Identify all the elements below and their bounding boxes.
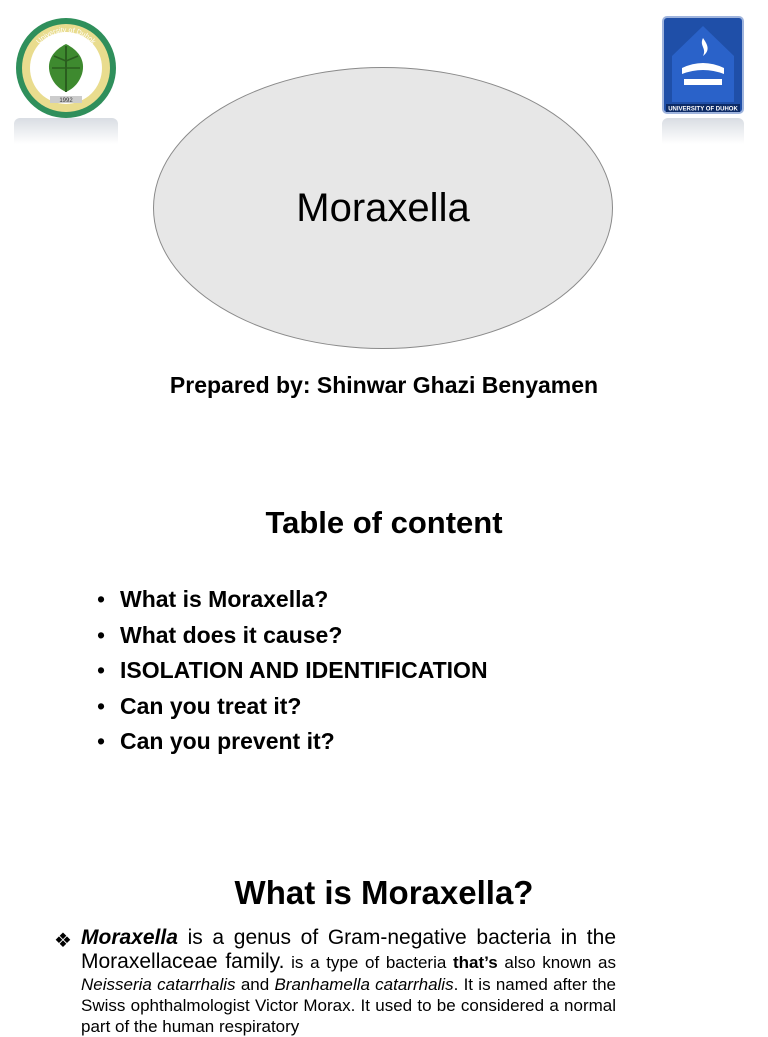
intro-paragraph <box>54 926 616 1037</box>
intro-sentence: is a genus of Gram-negative bacteria in the Moraxellaceae family. <box>81 926 616 973</box>
toc-item-label: ISOLATION AND IDENTIFICATION <box>120 657 488 683</box>
page-title: Moraxella <box>296 185 470 230</box>
genus-name: Moraxella <box>81 926 178 949</box>
bullet-icon: • <box>97 621 106 648</box>
toc-item-label: Can you treat it? <box>120 692 302 719</box>
toc-item-label: Can you prevent it? <box>120 728 335 754</box>
intro-text-bold: that’s <box>452 953 498 972</box>
title-ellipse <box>153 67 613 349</box>
section-heading: What is Moraxella? <box>234 874 534 911</box>
bullet-icon: • <box>97 728 106 754</box>
toc-item <box>97 584 488 620</box>
intro-text-part: . It is named after the Swiss ophthalmologist Victor Morax. It used to be considered a normal part of the human respiratory <box>81 975 617 1036</box>
seal-caption: University of Duhok <box>35 26 97 46</box>
university-logo-right <box>662 16 744 144</box>
intro-text-part: is a type of bacteria <box>284 953 453 972</box>
bullet-icon: • <box>97 657 106 683</box>
toc-heading: Table of content <box>265 505 503 540</box>
university-logo-left <box>14 16 118 144</box>
logo-reflection <box>662 118 744 144</box>
toc-list <box>97 584 488 762</box>
intro-text-part: and <box>235 975 275 994</box>
intro-text-part: also known as <box>497 953 616 972</box>
species-name: Branhamella catarrhalis <box>274 975 454 994</box>
university-of-duhok-round-seal-icon <box>14 16 118 120</box>
bullet-icon: • <box>97 692 106 719</box>
intro-text <box>81 926 616 1037</box>
prepared-by: Prepared by: Shinwar Ghazi Benyamen <box>169 372 599 398</box>
diamond-bullet-icon: ❖ <box>54 930 72 952</box>
logo-reflection <box>14 118 118 144</box>
bullet-icon: • <box>97 586 106 612</box>
toc-item <box>97 655 488 691</box>
species-name: Neisseria catarrhalis <box>81 975 236 994</box>
shield-caption: UNIVERSITY OF DUHOK <box>668 106 738 113</box>
toc-item <box>97 726 488 762</box>
toc-item <box>97 620 488 656</box>
seal-year: 1992 <box>59 98 73 104</box>
university-of-duhok-shield-icon <box>662 16 744 114</box>
toc-item <box>97 691 488 727</box>
toc-item-label: What does it cause? <box>120 621 343 648</box>
toc-item-label: What is Moraxella? <box>120 586 329 612</box>
